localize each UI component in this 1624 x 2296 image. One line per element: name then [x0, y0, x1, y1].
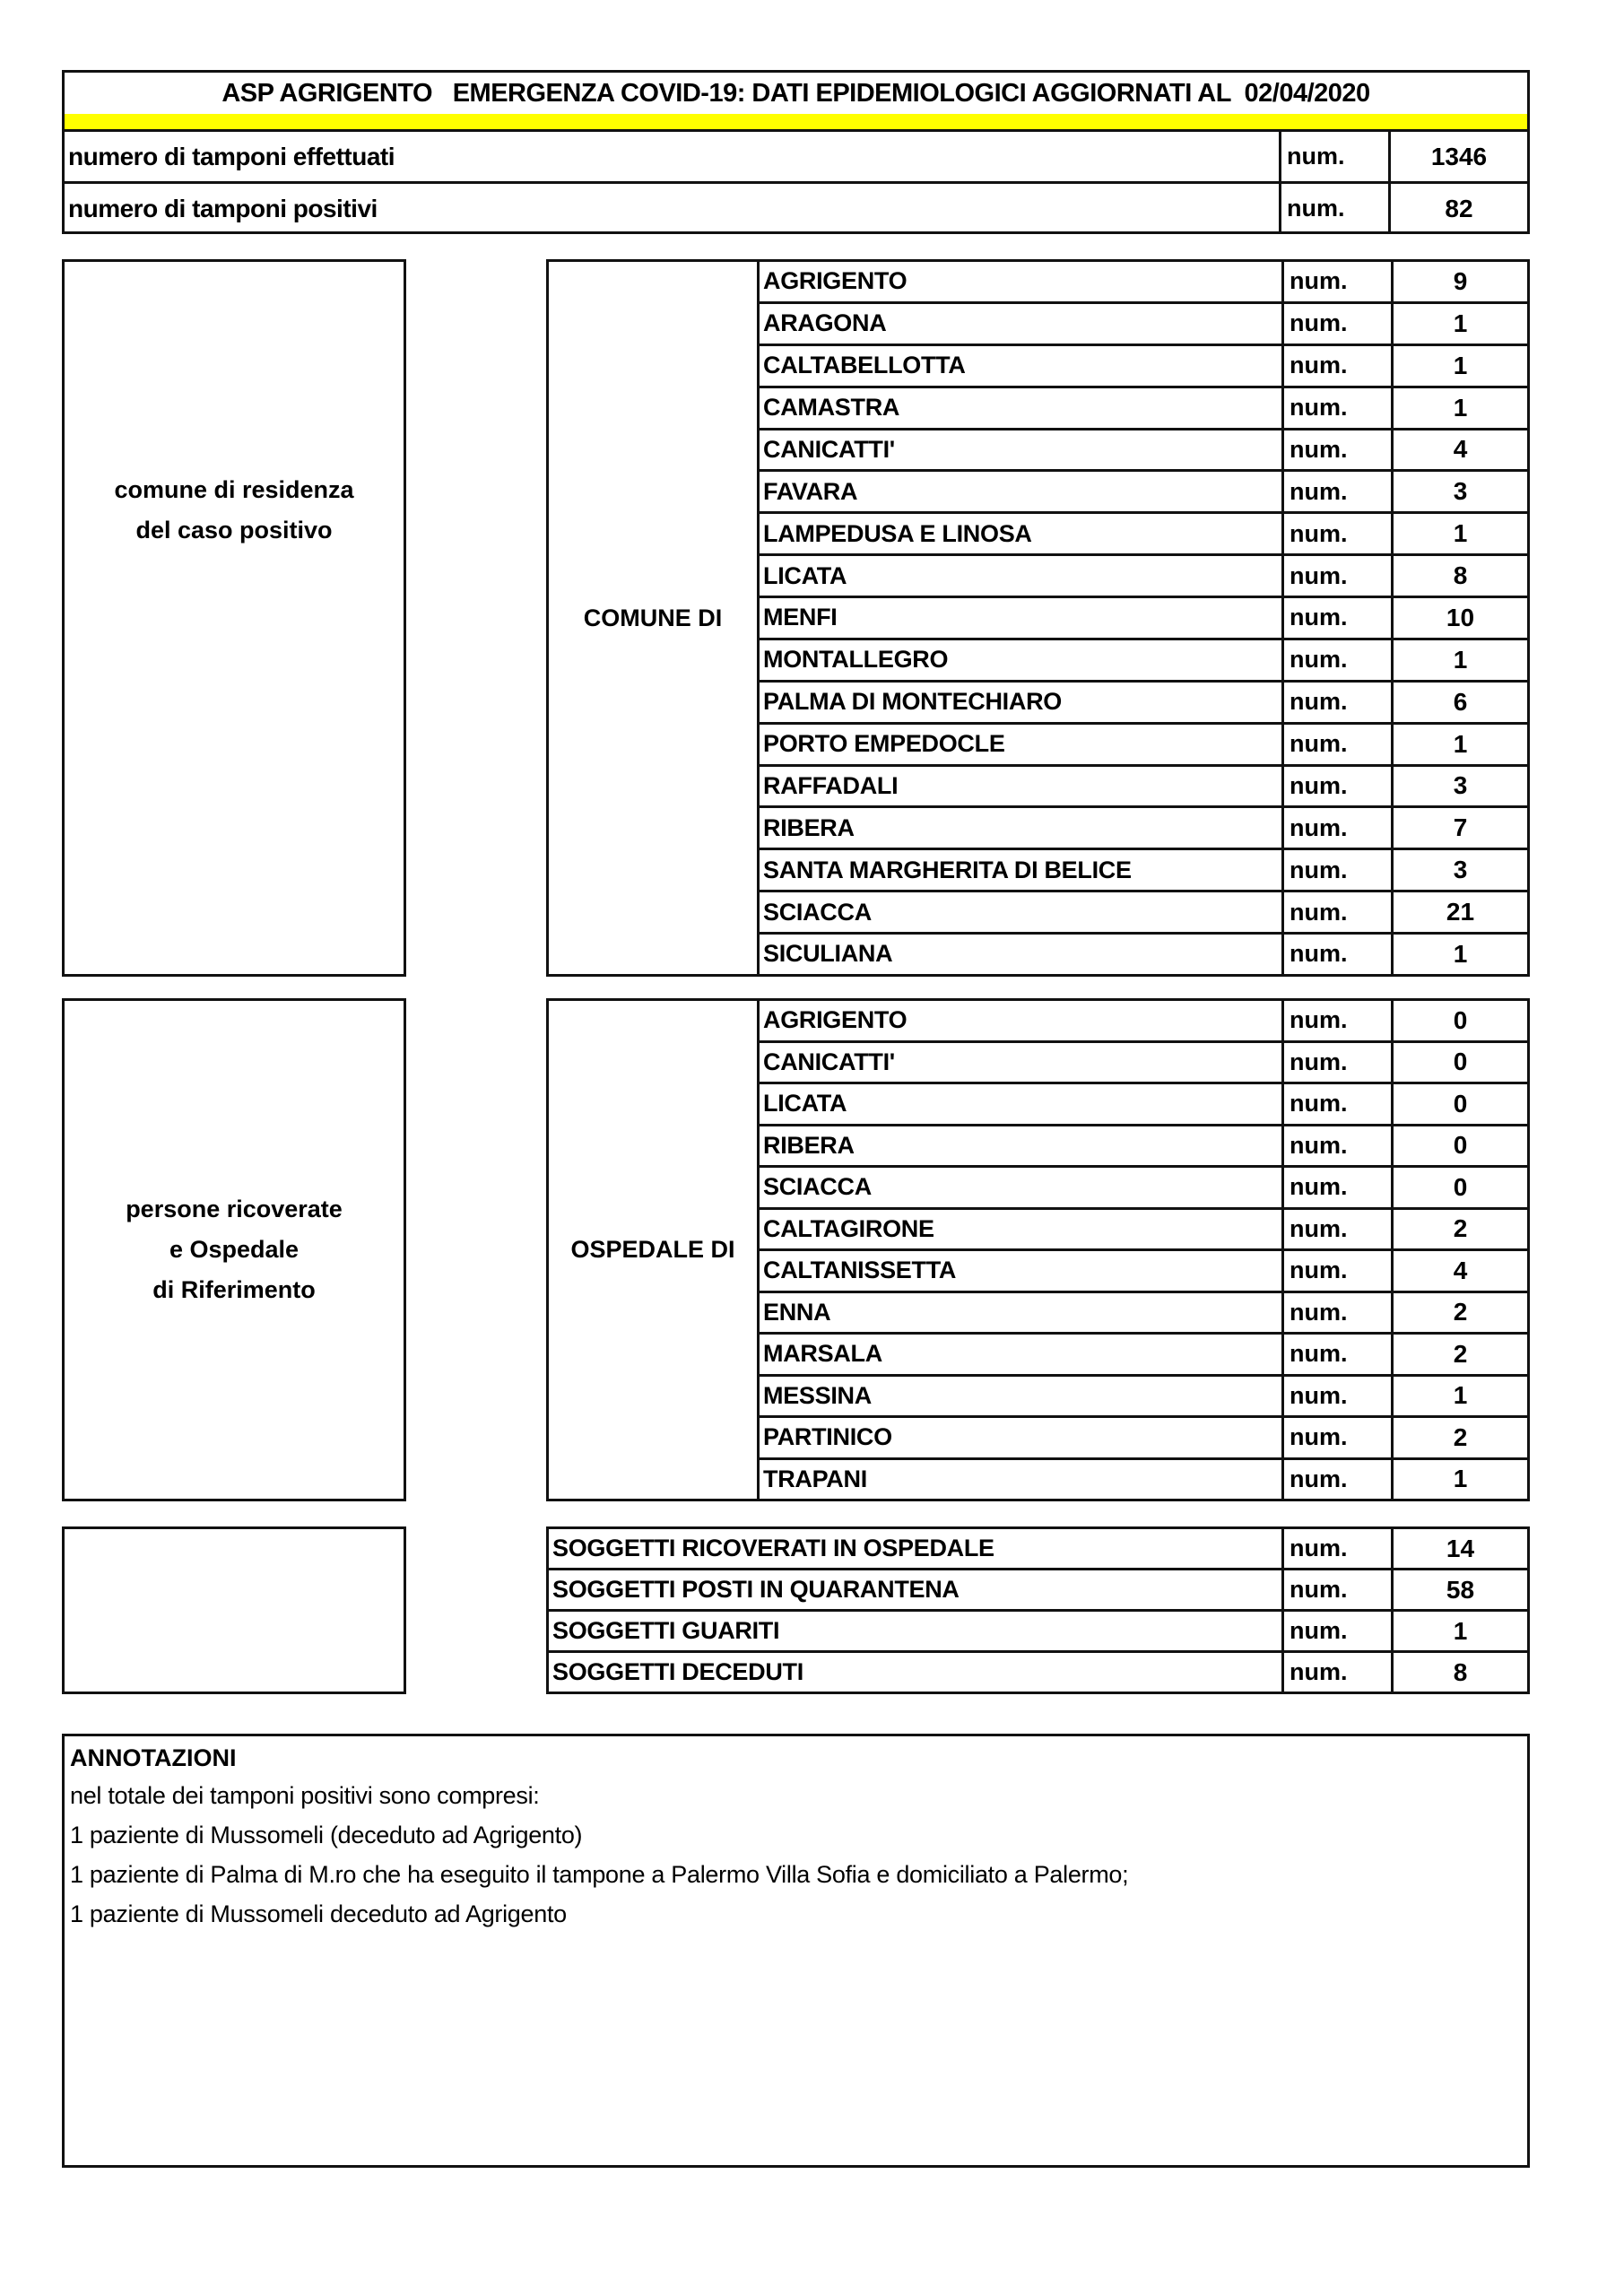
unit-label: num. — [1281, 1126, 1391, 1166]
residence-side-label — [62, 259, 406, 977]
unit-label: num. — [1281, 556, 1391, 596]
residence-row — [760, 805, 1527, 848]
summary-row — [549, 1650, 1527, 1692]
row-value: 1 — [1391, 1377, 1527, 1416]
row-name: CANICATTI' — [763, 435, 895, 463]
row-value: 8 — [1391, 556, 1527, 596]
row-value: 1 — [1391, 514, 1527, 553]
row-value: 8 — [1391, 1653, 1527, 1692]
row-value: 1 — [1391, 640, 1527, 680]
row-name: TRAPANI — [763, 1465, 867, 1492]
unit-label: num. — [1281, 935, 1391, 974]
header-table — [62, 70, 1530, 234]
unit-label: num. — [1281, 514, 1391, 553]
unit-label: num. — [1281, 1001, 1391, 1040]
annotation-line: 1 paziente di Mussomeli deceduto ad Agrigento — [70, 1900, 567, 1927]
unit-label: num. — [1281, 262, 1391, 301]
stat-row-tests-positive — [65, 181, 1527, 233]
row-value: 7 — [1391, 808, 1527, 848]
hospital-side-label — [62, 998, 406, 1501]
stat-label: numero di tamponi effettuati — [68, 142, 395, 170]
unit-label: num. — [1281, 472, 1391, 511]
residence-row — [760, 848, 1527, 890]
row-value: 3 — [1391, 767, 1527, 806]
residence-row — [760, 722, 1527, 764]
unit-label: num. — [1281, 388, 1391, 428]
row-value: 2 — [1391, 1335, 1527, 1374]
page-title: ASP AGRIGENTO EMERGENZA COVID-19: DATI EPIDEMIOLOGICI AGGIORNATI AL 02/04/2020 — [65, 73, 1527, 117]
unit-label: num. — [1281, 1529, 1391, 1568]
unit-label: num. — [1281, 598, 1391, 638]
unit-label: num. — [1281, 1377, 1391, 1416]
residence-row — [760, 469, 1527, 511]
row-name: AGRIGENTO — [763, 1006, 908, 1034]
unit-label: num. — [1281, 808, 1391, 848]
unit-label: num. — [1281, 683, 1391, 722]
hospital-row — [760, 1415, 1527, 1457]
unit-label: num. — [1281, 640, 1391, 680]
hospital-row — [760, 1165, 1527, 1207]
hospital-row — [760, 1374, 1527, 1416]
row-name: RIBERA — [763, 813, 855, 841]
hospital-row — [760, 1082, 1527, 1124]
summary-row — [549, 1609, 1527, 1650]
residence-row — [760, 262, 1527, 301]
unit-label: num. — [1281, 1251, 1391, 1291]
row-value: 2 — [1391, 1210, 1527, 1249]
unit-label: num. — [1281, 1043, 1391, 1083]
row-name: SOGGETTI POSTI IN QUARANTENA — [552, 1576, 960, 1603]
row-name: PORTO EMPEDOCLE — [763, 730, 1005, 758]
unit-label: num. — [1281, 767, 1391, 806]
annotations-heading: ANNOTAZIONI — [70, 1744, 237, 1771]
residence-table — [546, 259, 1530, 977]
row-value: 1 — [1391, 1460, 1527, 1500]
row-name: SCIACCA — [763, 1173, 872, 1201]
row-name: RAFFADALI — [763, 771, 899, 799]
stat-value: 82 — [1388, 184, 1527, 233]
summary-row — [549, 1529, 1527, 1568]
stat-label: numero di tamponi positivi — [68, 194, 378, 222]
row-value: 0 — [1391, 1084, 1527, 1124]
unit-label: num. — [1281, 430, 1391, 470]
row-name: ENNA — [763, 1298, 831, 1326]
annotations-box — [62, 1734, 1530, 2168]
row-value: 4 — [1391, 1251, 1527, 1291]
summary-row — [549, 1568, 1527, 1609]
unit-label: num. — [1281, 725, 1391, 764]
side-label-line: comune di residenza — [114, 476, 354, 503]
unit-label: num. — [1279, 132, 1388, 181]
side-label-line: di Riferimento — [152, 1276, 316, 1303]
row-value: 10 — [1391, 598, 1527, 638]
hospital-row — [760, 1124, 1527, 1166]
row-name: CALTANISSETTA — [763, 1257, 957, 1284]
side-label-line: del caso positivo — [135, 517, 333, 544]
row-value: 1 — [1391, 346, 1527, 386]
row-value: 3 — [1391, 472, 1527, 511]
summary-empty-box — [62, 1526, 406, 1694]
row-name: SCIACCA — [763, 898, 872, 926]
hospital-row — [760, 1291, 1527, 1333]
row-value: 0 — [1391, 1043, 1527, 1083]
row-name: CANICATTI' — [763, 1048, 895, 1075]
stat-value: 1346 — [1388, 132, 1527, 181]
side-label-line: e Ospedale — [169, 1236, 300, 1263]
unit-label: num. — [1281, 850, 1391, 890]
row-value: 1 — [1391, 1612, 1527, 1650]
unit-label: num. — [1281, 346, 1391, 386]
row-name: LICATA — [763, 1090, 847, 1118]
group-label-comune: COMUNE DI — [549, 262, 760, 974]
row-value: 6 — [1391, 683, 1527, 722]
row-name: SOGGETTI RICOVERATI IN OSPEDALE — [552, 1535, 994, 1561]
row-value: 4 — [1391, 430, 1527, 470]
row-value: 9 — [1391, 262, 1527, 301]
annotation-line: 1 paziente di Palma di M.ro che ha eseguito il tampone a Palermo Villa Sofia e domiciliato a Palermo; — [70, 1861, 1129, 1888]
hospital-row — [760, 1001, 1527, 1040]
unit-label: num. — [1281, 1418, 1391, 1457]
unit-label: num. — [1281, 1168, 1391, 1207]
row-name: ARAGONA — [763, 309, 887, 337]
summary-rows — [549, 1529, 1527, 1692]
unit-label: num. — [1281, 304, 1391, 344]
row-name: MONTALLEGRO — [763, 646, 949, 674]
residence-row — [760, 890, 1527, 932]
residence-row — [760, 764, 1527, 806]
unit-label: num. — [1281, 1653, 1391, 1692]
residence-rows — [760, 262, 1527, 974]
hospital-row — [760, 1040, 1527, 1083]
hospital-row — [760, 1207, 1527, 1249]
unit-label: num. — [1281, 1335, 1391, 1374]
row-value: 3 — [1391, 850, 1527, 890]
unit-label: num. — [1281, 892, 1391, 932]
row-name: FAVARA — [763, 477, 858, 505]
unit-label: num. — [1281, 1460, 1391, 1500]
row-value: 14 — [1391, 1529, 1527, 1568]
highlight-bar — [65, 114, 1527, 132]
row-value: 2 — [1391, 1293, 1527, 1333]
row-value: 1 — [1391, 725, 1527, 764]
row-name: LICATA — [763, 561, 847, 589]
row-name: CALTAGIRONE — [763, 1214, 934, 1242]
row-value: 0 — [1391, 1001, 1527, 1040]
residence-row — [760, 638, 1527, 680]
unit-label: num. — [1281, 1210, 1391, 1249]
residence-row — [760, 428, 1527, 470]
unit-label: num. — [1281, 1293, 1391, 1333]
annotation-line: 1 paziente di Mussomeli (deceduto ad Agrigento) — [70, 1822, 583, 1848]
side-label-line: persone ricoverate — [126, 1196, 343, 1222]
row-name: MARSALA — [763, 1340, 882, 1368]
row-value: 2 — [1391, 1418, 1527, 1457]
row-value: 1 — [1391, 935, 1527, 974]
row-value: 58 — [1391, 1570, 1527, 1609]
residence-row — [760, 344, 1527, 386]
unit-label: num. — [1281, 1570, 1391, 1609]
hospital-row — [760, 1248, 1527, 1291]
unit-label: num. — [1281, 1612, 1391, 1650]
residence-row — [760, 596, 1527, 638]
unit-label: num. — [1281, 1084, 1391, 1124]
hospital-table — [546, 998, 1530, 1501]
residence-row — [760, 386, 1527, 428]
residence-row — [760, 553, 1527, 596]
residence-row — [760, 680, 1527, 722]
row-value: 1 — [1391, 304, 1527, 344]
stat-row-tests-performed — [65, 132, 1527, 181]
residence-row — [760, 301, 1527, 344]
row-name: LAMPEDUSA E LINOSA — [763, 519, 1032, 547]
row-name: PARTINICO — [763, 1423, 892, 1451]
hospital-row — [760, 1457, 1527, 1500]
row-name: SOGGETTI GUARITI — [552, 1617, 780, 1644]
group-label-ospedale: OSPEDALE DI — [549, 1001, 760, 1499]
row-value: 1 — [1391, 388, 1527, 428]
row-name: AGRIGENTO — [763, 267, 908, 295]
row-name: MENFI — [763, 604, 838, 631]
row-name: SOGGETTI DECEDUTI — [552, 1658, 803, 1685]
residence-row — [760, 511, 1527, 553]
row-value: 0 — [1391, 1168, 1527, 1207]
row-value: 21 — [1391, 892, 1527, 932]
unit-label: num. — [1279, 184, 1388, 233]
row-name: PALMA DI MONTECHIARO — [763, 688, 1062, 716]
row-name: SANTA MARGHERITA DI BELICE — [763, 856, 1132, 883]
row-value: 0 — [1391, 1126, 1527, 1166]
hospital-row — [760, 1332, 1527, 1374]
row-name: CAMASTRA — [763, 394, 900, 422]
row-name: SICULIANA — [763, 940, 893, 968]
annotation-line: nel totale dei tamponi positivi sono compresi: — [70, 1782, 540, 1809]
row-name: CALTABELLOTTA — [763, 352, 966, 379]
row-name: RIBERA — [763, 1131, 855, 1159]
hospital-rows — [760, 1001, 1527, 1499]
row-name: MESSINA — [763, 1381, 872, 1409]
summary-table — [546, 1526, 1530, 1694]
residence-row — [760, 932, 1527, 974]
